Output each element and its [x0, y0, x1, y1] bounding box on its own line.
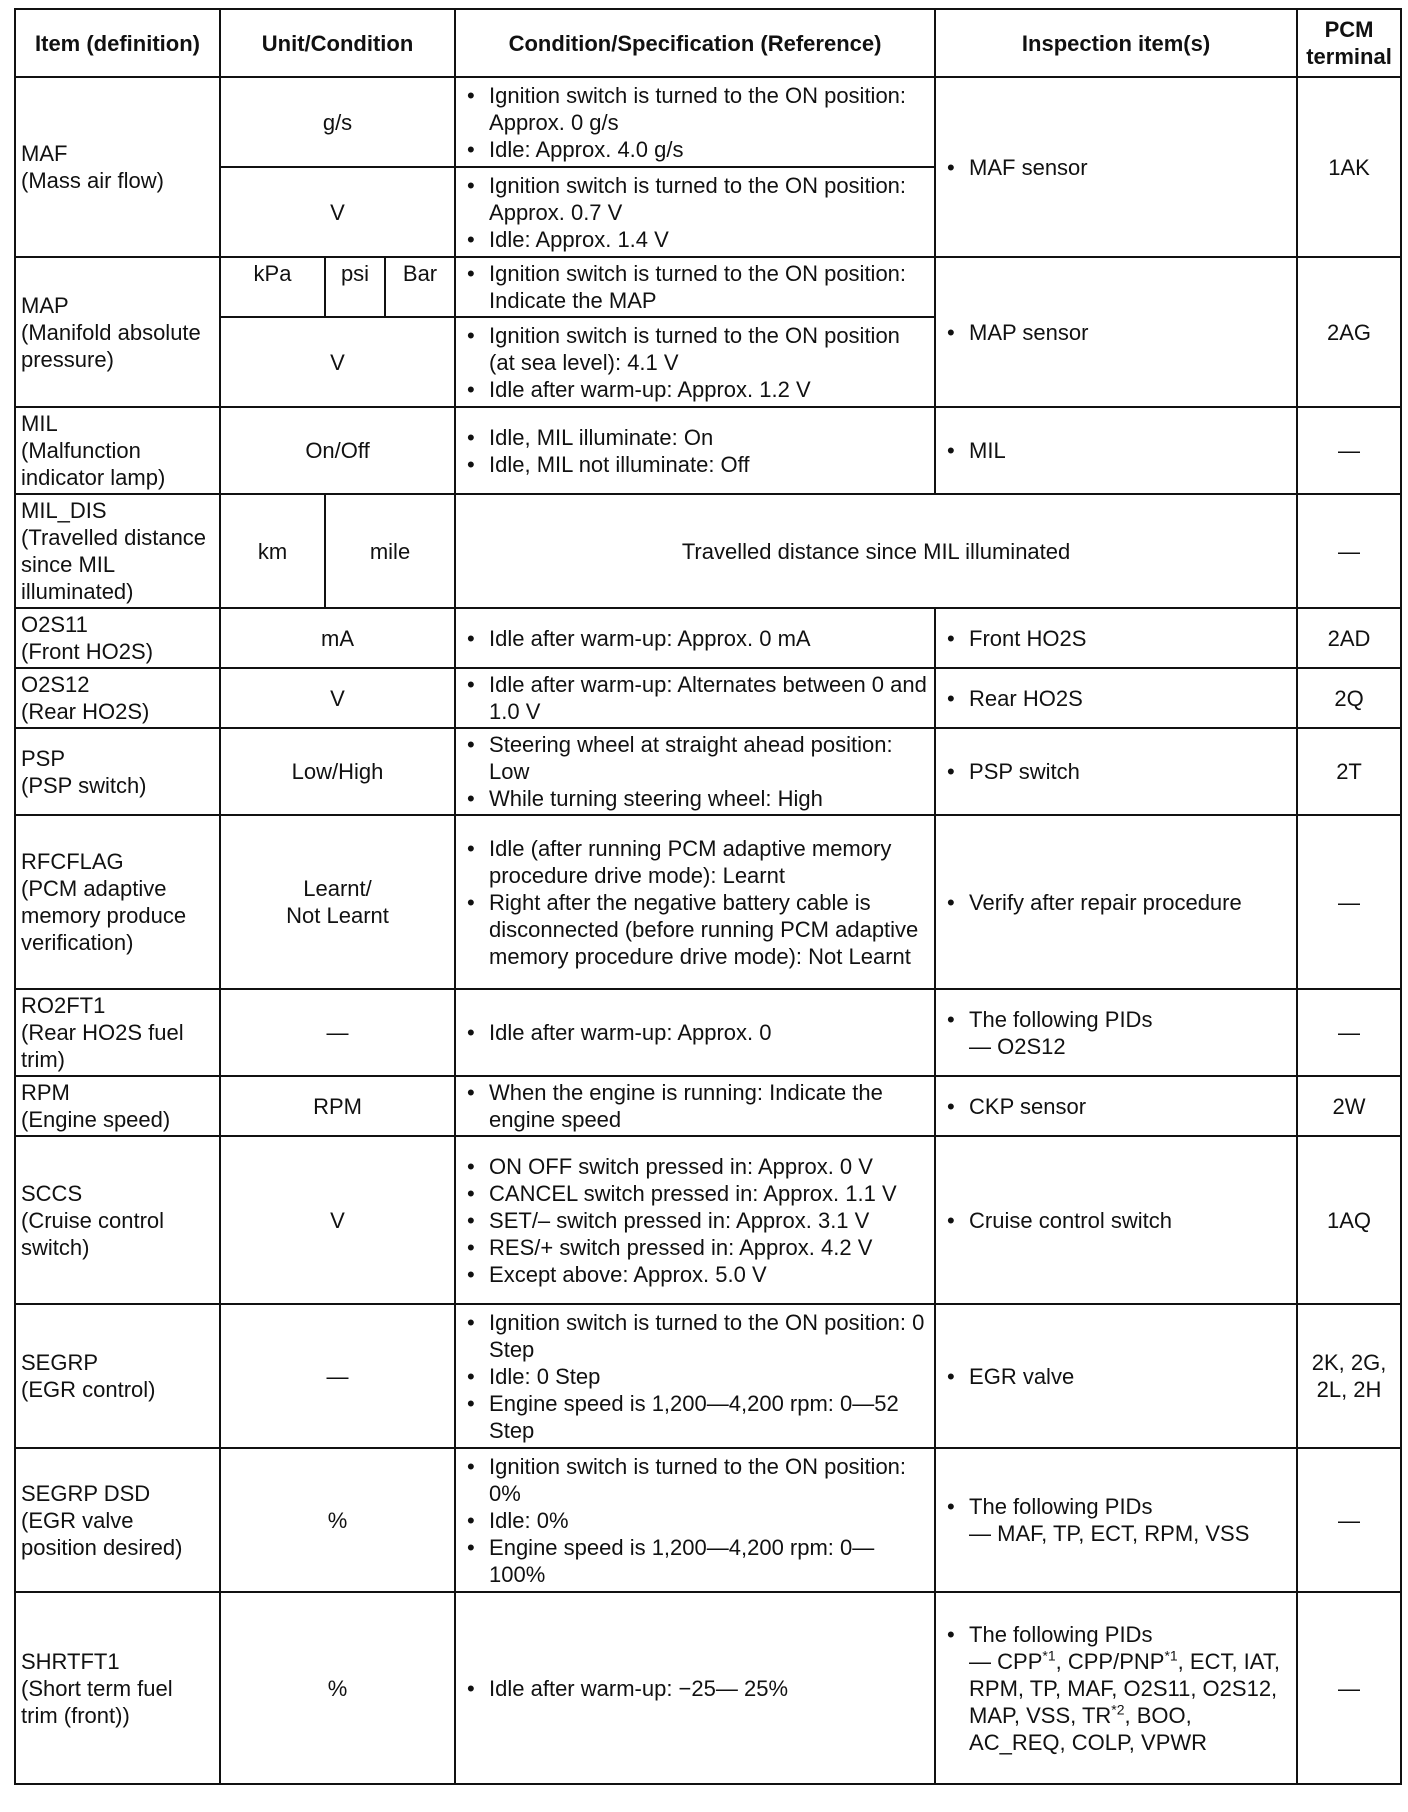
terminal-line: 2L, 2H — [1316, 1377, 1382, 1402]
pcm-terminal-cell: — — [1297, 407, 1401, 494]
table-row-psp — [15, 728, 1401, 815]
header-inspection: Inspection item(s) — [935, 9, 1297, 77]
item-definition: (EGR valve position desired) — [21, 1507, 183, 1560]
condition-item: • Except above: Approx. 5.0 V — [489, 1261, 929, 1288]
condition-item: • Idle after warm-up: Approx. 0 mA — [489, 625, 929, 652]
condition-cell — [455, 728, 935, 815]
item-name: O2S11 — [21, 612, 88, 637]
unit-cell: V — [220, 317, 455, 407]
condition-item: • Idle: 0 Step — [489, 1363, 929, 1390]
header-pcm-line2: terminal — [1306, 44, 1392, 69]
condition-cell: Travelled distance since MIL illuminated — [455, 494, 1297, 608]
unit-cell: V — [220, 1136, 455, 1304]
inspection-item: • Rear HO2S — [969, 685, 1291, 712]
unit-cell: RPM — [220, 1076, 455, 1136]
unit-cell: V — [220, 668, 455, 728]
footnote-mark: *2 — [1111, 1701, 1125, 1718]
header-pcm-terminal — [1297, 9, 1401, 77]
unit-cell: Low/High — [220, 728, 455, 815]
header-item: Item (definition) — [15, 9, 220, 77]
condition-item: • Idle after warm-up: Alternates between 0 and 1.0 V — [489, 671, 929, 725]
pcm-terminal-cell: 2T — [1297, 728, 1401, 815]
item-cell — [15, 989, 220, 1076]
item-cell — [15, 257, 220, 407]
item-definition: (Malfunction indicator lamp) — [21, 438, 166, 490]
item-definition: (EGR control) — [21, 1377, 156, 1402]
item-definition: (Rear HO2S fuel trim) — [21, 1020, 184, 1072]
inspection-item: • MAP sensor — [969, 319, 1291, 346]
pcm-terminal-cell: — — [1297, 989, 1401, 1076]
item-cell — [15, 815, 220, 989]
table-row-map — [15, 257, 1401, 317]
condition-cell — [455, 167, 935, 257]
pid-text: , BOO, AC_REQ, COLP, VPWR — [969, 1702, 1208, 1755]
pcm-terminal-cell: 2AG — [1297, 257, 1401, 407]
inspection-item — [969, 1621, 1291, 1756]
unit-cell — [220, 815, 455, 989]
inspection-cell — [935, 407, 1297, 494]
condition-item: • Idle: Approx. 4.0 g/s — [489, 136, 929, 163]
item-name: MAP — [21, 292, 69, 318]
condition-item: • Ignition switch is turned to the ON position: Indicate the MAP — [489, 260, 929, 314]
terminal-line: 2K, 2G, — [1311, 1350, 1387, 1375]
inspection-item: • EGR valve — [969, 1363, 1291, 1390]
inspection-cell — [935, 1448, 1297, 1592]
header-condition: Condition/Specification (Reference) — [455, 9, 935, 77]
table-row-o2s12 — [15, 668, 1401, 728]
pcm-terminal-cell: 1AQ — [1297, 1136, 1401, 1304]
header-row — [15, 9, 1401, 77]
item-definition: (Manifold absolute pressure) — [21, 319, 201, 372]
condition-cell — [455, 1136, 935, 1304]
inspection-text: • The following PIDs — [969, 1494, 1153, 1519]
condition-cell — [455, 407, 935, 494]
item-name: MIL_DIS — [21, 498, 107, 523]
unit-cell: V — [220, 167, 455, 257]
inspection-text: • The following PIDs — [969, 1621, 1153, 1647]
condition-cell — [455, 1304, 935, 1448]
condition-item: • Idle: 0% — [489, 1507, 929, 1534]
item-cell — [15, 1136, 220, 1304]
table-row-ro2ft1 — [15, 989, 1401, 1076]
pcm-terminal-cell: 1AK — [1297, 77, 1401, 257]
item-name: SEGRP — [21, 1350, 99, 1375]
condition-item: • Idle: Approx. 1.4 V — [489, 226, 929, 253]
unit-cell: — — [220, 1304, 455, 1448]
pcm-terminal-cell: — — [1297, 1448, 1401, 1592]
pid-spec-table — [14, 8, 1402, 1785]
condition-cell — [455, 608, 935, 668]
unit-cell: — — [220, 989, 455, 1076]
pcm-terminal-cell: — — [1297, 1592, 1401, 1784]
item-name: SEGRP DSD — [21, 1480, 151, 1506]
unit-cell-psi: psi — [325, 257, 385, 317]
item-cell — [15, 494, 220, 608]
table-row-rpm — [15, 1076, 1401, 1136]
condition-cell — [455, 1592, 935, 1784]
condition-item: • Ignition switch is turned to the ON position: Approx. 0 g/s — [489, 82, 929, 136]
unit-cell: On/Off — [220, 407, 455, 494]
inspection-cell — [935, 1592, 1297, 1784]
unit-cell-km: km — [220, 494, 325, 608]
item-name: MAF — [21, 141, 68, 166]
pcm-terminal-cell: — — [1297, 815, 1401, 989]
header-unit: Unit/Condition — [220, 9, 455, 77]
item-definition: (PSP switch) — [21, 772, 147, 798]
item-cell — [15, 1448, 220, 1592]
inspection-item: • PSP switch — [969, 758, 1291, 785]
unit-cell: % — [220, 1448, 455, 1592]
condition-cell — [455, 1448, 935, 1592]
footnote-mark: *1 — [1042, 1647, 1056, 1664]
condition-cell — [455, 1076, 935, 1136]
item-cell — [15, 77, 220, 257]
condition-item: • Ignition switch is turned to the ON position: Approx. 0.7 V — [489, 172, 929, 226]
inspection-cell — [935, 257, 1297, 407]
condition-item: • Idle (after running PCM adaptive memory procedure drive mode): Learnt — [489, 835, 929, 889]
table-row-sccs — [15, 1136, 1401, 1304]
pcm-terminal-cell: 2AD — [1297, 608, 1401, 668]
spec-document — [14, 8, 1400, 1785]
item-cell — [15, 668, 220, 728]
pcm-terminal-cell: 2Q — [1297, 668, 1401, 728]
condition-item: • Ignition switch is turned to the ON position: 0% — [489, 1453, 929, 1507]
item-name: RFCFLAG — [21, 849, 124, 874]
condition-item: • Steering wheel at straight ahead position: Low — [489, 731, 929, 785]
condition-item: • Right after the negative battery cable is disconnected (before running PCM adaptive memory procedure drive mode): Not Learnt — [489, 889, 929, 970]
inspection-item — [969, 1006, 1291, 1060]
unit-cell: % — [220, 1592, 455, 1784]
item-definition: (Travelled distance since MIL illuminated) — [21, 525, 207, 604]
item-cell — [15, 1592, 220, 1784]
unit-cell-bar: Bar — [385, 257, 455, 317]
condition-cell — [455, 815, 935, 989]
inspection-cell — [935, 815, 1297, 989]
inspection-cell — [935, 608, 1297, 668]
inspection-item: • Cruise control switch — [969, 1207, 1291, 1234]
item-name: SHRTFT1 — [21, 1648, 120, 1674]
condition-item: • Idle, MIL illuminate: On — [489, 424, 929, 451]
item-definition: (Cruise control switch) — [21, 1207, 165, 1260]
item-cell — [15, 1076, 220, 1136]
condition-item: • SET/– switch pressed in: Approx. 3.1 V — [489, 1207, 929, 1234]
item-cell — [15, 1304, 220, 1448]
condition-cell — [455, 257, 935, 317]
unit-cell: g/s — [220, 77, 455, 167]
table-row-segrp-dsd — [15, 1448, 1401, 1592]
inspection-cell — [935, 1304, 1297, 1448]
unit-cell-mile: mile — [325, 494, 455, 608]
condition-item: • ON OFF switch pressed in: Approx. 0 V — [489, 1153, 929, 1180]
unit-line: Not Learnt — [286, 903, 389, 928]
pid-text: , CPP/PNP — [1055, 1648, 1165, 1674]
item-name: RO2FT1 — [21, 993, 106, 1018]
condition-item: • CANCEL switch pressed in: Approx. 1.1 V — [489, 1180, 929, 1207]
inspection-cell — [935, 1076, 1297, 1136]
item-name: PSP — [21, 745, 66, 771]
table-row-rfcflag — [15, 815, 1401, 989]
pid-text: — CPP — [969, 1648, 1043, 1674]
unit-line: Learnt/ — [303, 876, 372, 901]
item-definition: (PCM adaptive memory produce verification) — [21, 876, 187, 955]
header-pcm-line1: PCM — [1324, 17, 1374, 42]
inspection-item: • Front HO2S — [969, 625, 1291, 652]
inspection-sub: — MAF, TP, ECT, RPM, VSS — [969, 1521, 1250, 1546]
inspection-text: • The following PIDs — [969, 1006, 1153, 1032]
pcm-terminal-cell: 2W — [1297, 1076, 1401, 1136]
item-definition: (Rear HO2S) — [21, 699, 150, 724]
condition-item: • Ignition switch is turned to the ON position: 0 Step — [489, 1309, 929, 1363]
condition-cell — [455, 317, 935, 407]
inspection-cell — [935, 668, 1297, 728]
condition-item: • When the engine is running: Indicate the engine speed — [489, 1079, 929, 1133]
item-name: MIL — [21, 411, 58, 436]
inspection-item: • CKP sensor — [969, 1093, 1291, 1120]
table-row-o2s11 — [15, 608, 1401, 668]
pid-text: , ECT, IAT, RPM, TP, MAF, O2S11, O2S12, MAP, VSS, TR — [969, 1648, 1280, 1728]
condition-item: • RES/+ switch pressed in: Approx. 4.2 V — [489, 1234, 929, 1261]
condition-item: • Idle, MIL not illuminate: Off — [489, 451, 929, 478]
condition-item: • Engine speed is 1,200—4,200 rpm: 0—100% — [489, 1534, 929, 1588]
condition-item: • Engine speed is 1,200—4,200 rpm: 0—52 Step — [489, 1390, 929, 1444]
condition-item: • Idle after warm-up: −25— 25% — [489, 1675, 929, 1702]
inspection-item: • Verify after repair procedure — [969, 889, 1291, 916]
inspection-cell — [935, 989, 1297, 1076]
condition-item: • Idle after warm-up: Approx. 0 — [489, 1019, 929, 1046]
item-name: O2S12 — [21, 672, 90, 697]
table-row-shrtft1 — [15, 1592, 1401, 1784]
item-cell — [15, 608, 220, 668]
condition-item: • Ignition switch is turned to the ON position (at sea level): 4.1 V — [489, 322, 929, 376]
table-row-mil — [15, 407, 1401, 494]
inspection-cell — [935, 77, 1297, 257]
pcm-terminal-cell — [1297, 1304, 1401, 1448]
item-definition: (Front HO2S) — [21, 639, 154, 664]
table-row-mil-dis — [15, 494, 1401, 608]
item-definition: (Engine speed) — [21, 1107, 171, 1132]
unit-cell-kpa: kPa — [220, 257, 325, 317]
unit-cell: mA — [220, 608, 455, 668]
inspection-cell — [935, 728, 1297, 815]
item-name: SCCS — [21, 1180, 83, 1206]
inspection-item — [969, 1493, 1291, 1547]
condition-item: • Idle after warm-up: Approx. 1.2 V — [489, 376, 929, 403]
item-definition: (Mass air flow) — [21, 168, 165, 193]
condition-cell — [455, 989, 935, 1076]
item-cell — [15, 728, 220, 815]
item-definition: (Short term fuel trim (front)) — [21, 1675, 173, 1728]
condition-item: • While turning steering wheel: High — [489, 785, 929, 812]
inspection-cell — [935, 1136, 1297, 1304]
inspection-sub — [969, 1648, 1291, 1756]
footnote-mark: *1 — [1164, 1647, 1178, 1664]
condition-cell — [455, 77, 935, 167]
item-cell — [15, 407, 220, 494]
item-name: RPM — [21, 1080, 70, 1105]
inspection-item: • MAF sensor — [969, 154, 1291, 181]
condition-cell — [455, 668, 935, 728]
table-row-maf — [15, 77, 1401, 167]
table-row-segrp — [15, 1304, 1401, 1448]
inspection-sub: — O2S12 — [969, 1033, 1066, 1059]
pcm-terminal-cell: — — [1297, 494, 1401, 608]
inspection-item: • MIL — [969, 437, 1291, 464]
